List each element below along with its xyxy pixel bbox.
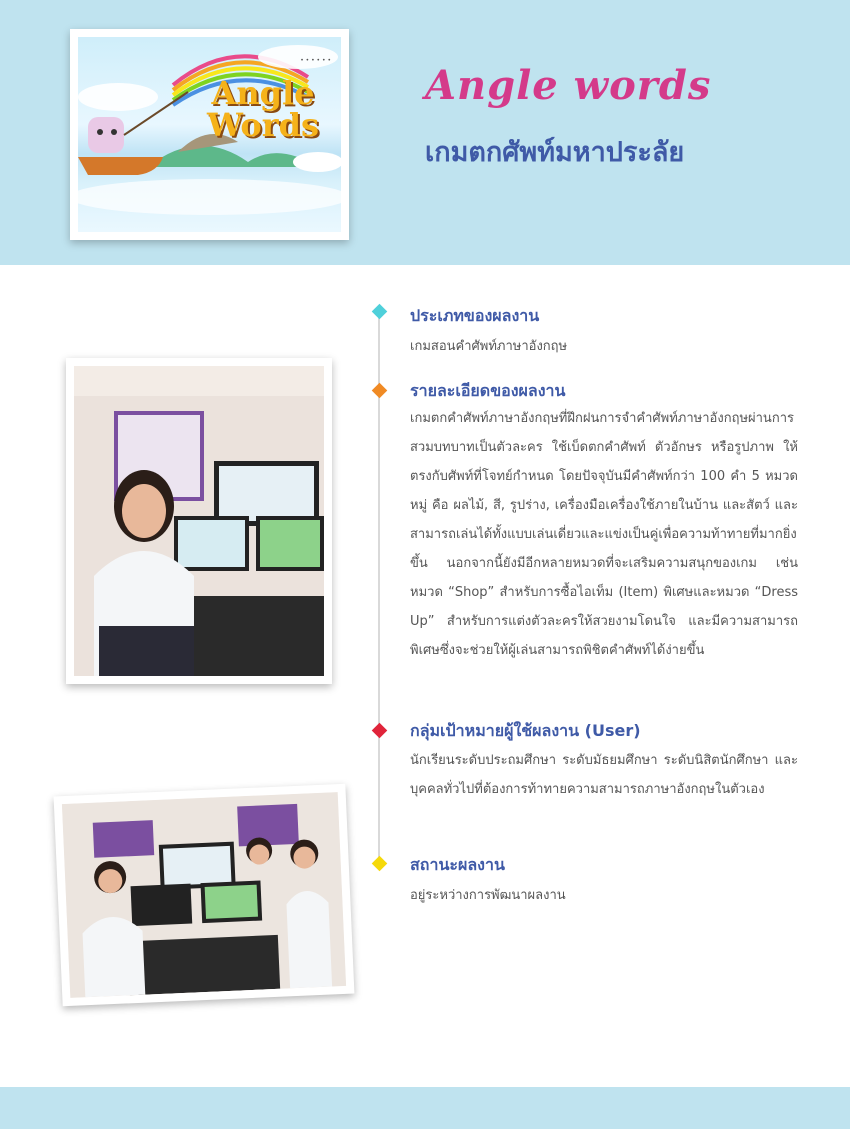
footer-band [0,1087,850,1129]
photo-2-scene [62,792,346,998]
section-heading-users: กลุ่มเป้าหมายผู้ใช้ผลงาน (User) [410,721,641,740]
exhibition-photo-1-image [74,366,324,676]
cover-logo-line1: Angle [211,74,315,112]
photo-1-scene [74,366,324,676]
section-text-status: อยู่ระหว่างการพัฒนาผลงาน [410,888,566,903]
title-english: Angle words [425,62,712,109]
diamond-bullet-icon [372,383,388,399]
diamond-bullet-icon [372,856,388,872]
exhibition-photo-2-image [62,792,346,998]
section-heading-details: รายละเอียดของผลงาน [410,381,566,400]
cover-artwork [78,37,341,232]
diamond-bullet-icon [372,304,388,320]
title-thai: เกมตกศัพท์มหาประลัย [425,137,685,168]
section-text-users: นักเรียนระดับประถมศึกษา ระดับมัธยมศึกษา ระดับนิสิตนักศึกษา และบุคคลทั่วไปที่ต้องการท้าทายความสามารถภาษาอังกฤษในตัวเอง [410,753,798,797]
diamond-bullet-icon [372,723,388,739]
section-text-details: เกมตกคำศัพท์ภาษาอังกฤษที่ฝึกฝนการจำคำศัพท์ภาษาอังกฤษผ่านการสวมบทบาทเป็นตัวละคร ใช้เบ็ดตกคำศัพท์ ตัวอักษร หรือรูปภาพ ให้ตรงกับศัพท์ที่โจทย์กำหนด โดยปัจจุบันมีคำศัพท์กว่า 100 คำ 5 หมวดหมู่ คือ ผลไม้, สี, รูปร่าง, เครื่องมือเครื่องใช้ภายในบ้าน และสัตว์ และสามารถเล่นได้ทั้งแบบเล่นเดี่ยวและแข่งเป็นคู่เพื่อความท้าทายที่มากยิ่งขึ้น นอกจากนี้ยังมีอีกหลายหมวดที่จะเสริมความสนุกของเกม เช่น หมวด “Shop” สำหรับการซื้อไอเท็ม (Item) พิเศษและหมวด “Dress Up” สำหรับการแต่งตัวละครให้สวยงามโดนใจ และมีความสามารถพิเศษซึ่งจะช่วยให้ผู้เล่นสามารถพิชิตคำศัพท์ได้ง่ายขึ้น [410,411,798,658]
cover-logo-line2: Words [207,106,319,144]
exhibition-photo-1 [66,358,332,684]
exhibition-photo-2 [54,784,355,1007]
section-heading-status: สถานะผลงาน [410,855,505,874]
cover-small-text: • • • • • • [300,57,331,64]
section-text-type: เกมสอนคำศัพท์ภาษาอังกฤษ [410,339,568,354]
section-heading-type: ประเภทของผลงาน [410,306,540,325]
cover-logo [188,74,338,144]
cover-image [70,29,349,240]
